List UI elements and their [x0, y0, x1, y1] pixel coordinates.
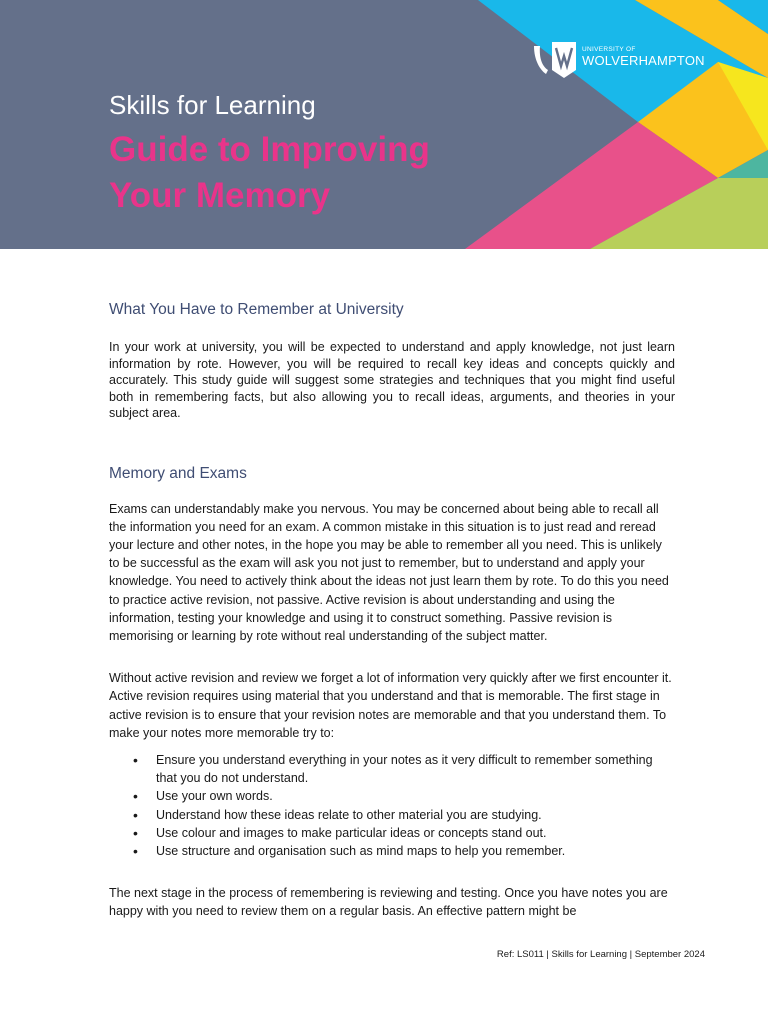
- page-title-line-1: Guide to Improving: [109, 130, 430, 169]
- header-banner: [0, 0, 768, 249]
- logo-university-of: UNIVERSITY OF: [582, 46, 636, 53]
- page-title-line-2: Your Memory: [109, 176, 331, 215]
- list-item: • Use colour and images to make particular ideas or concepts stand out.: [156, 824, 675, 842]
- paragraph-exams-1: Exams can understandably make you nervous. You may be concerned about being able to recall all the information you need for an exam. A common mistake in this situation is to just read and reread your lecture and other notes, in the hope you may be able to remember all you need. This is unlikely to be successful as the exam will ask you not just to remember, but to understand and apply your knowledge. You need to actively think about the ideas not just learn them by rote. To do this you need to practice active revision, not passive. Active revision is about understanding and using the information, testing your knowledge and using it to construct something. Passive revision is memorising or learning by rote without real understanding of the subject matter.: [109, 501, 669, 643]
- list-item: • Use your own words.: [156, 787, 675, 805]
- bullet-list: [109, 751, 675, 860]
- footer-reference: Ref: LS011 | Skills for Learning | September 2024: [496, 949, 705, 960]
- page-kicker: Skills for Learning: [109, 90, 316, 120]
- document-body: [109, 300, 675, 921]
- page-title: [109, 127, 529, 219]
- university-logo: [532, 40, 712, 80]
- logo-mark-icon: [532, 40, 578, 80]
- paragraph-exams-3: The next stage in the process of remembering is reviewing and testing. Once you have notes you are happy with you need to review them on a regular basis. An effective pattern might be: [109, 886, 668, 919]
- section-heading-remember: What You Have to Remember at University: [109, 301, 404, 318]
- list-item: • Ensure you understand everything in your notes as it very difficult to remember something that you do not understand.: [156, 751, 675, 787]
- section-heading-exams: Memory and Exams: [109, 464, 247, 482]
- list-item: • Understand how these ideas relate to other material you are studying.: [156, 806, 675, 824]
- paragraph-intro: In your work at university, you will be expected to understand and apply knowledge, not just learn information by rote. However, you will be required to recall key ideas and concepts quickly and accurately. This study guide will suggest some strategies and techniques that you might find useful both in remembering facts, but also allowing you to recall ideas, arguments, and theories in your subject area.: [109, 340, 675, 420]
- logo-wolverhampton: WOLVERHAMPTON: [582, 53, 705, 68]
- list-item: • Use structure and organisation such as mind maps to help you remember.: [156, 842, 675, 860]
- paragraph-exams-2: Without active revision and review we forget a lot of information very quickly after we first encounter it. Active revision requires using material that you understand and that is memorable. The first stage in active revision is to ensure that your revision notes are memorable and that you understand them. To make your notes more memorable try to:: [109, 671, 672, 740]
